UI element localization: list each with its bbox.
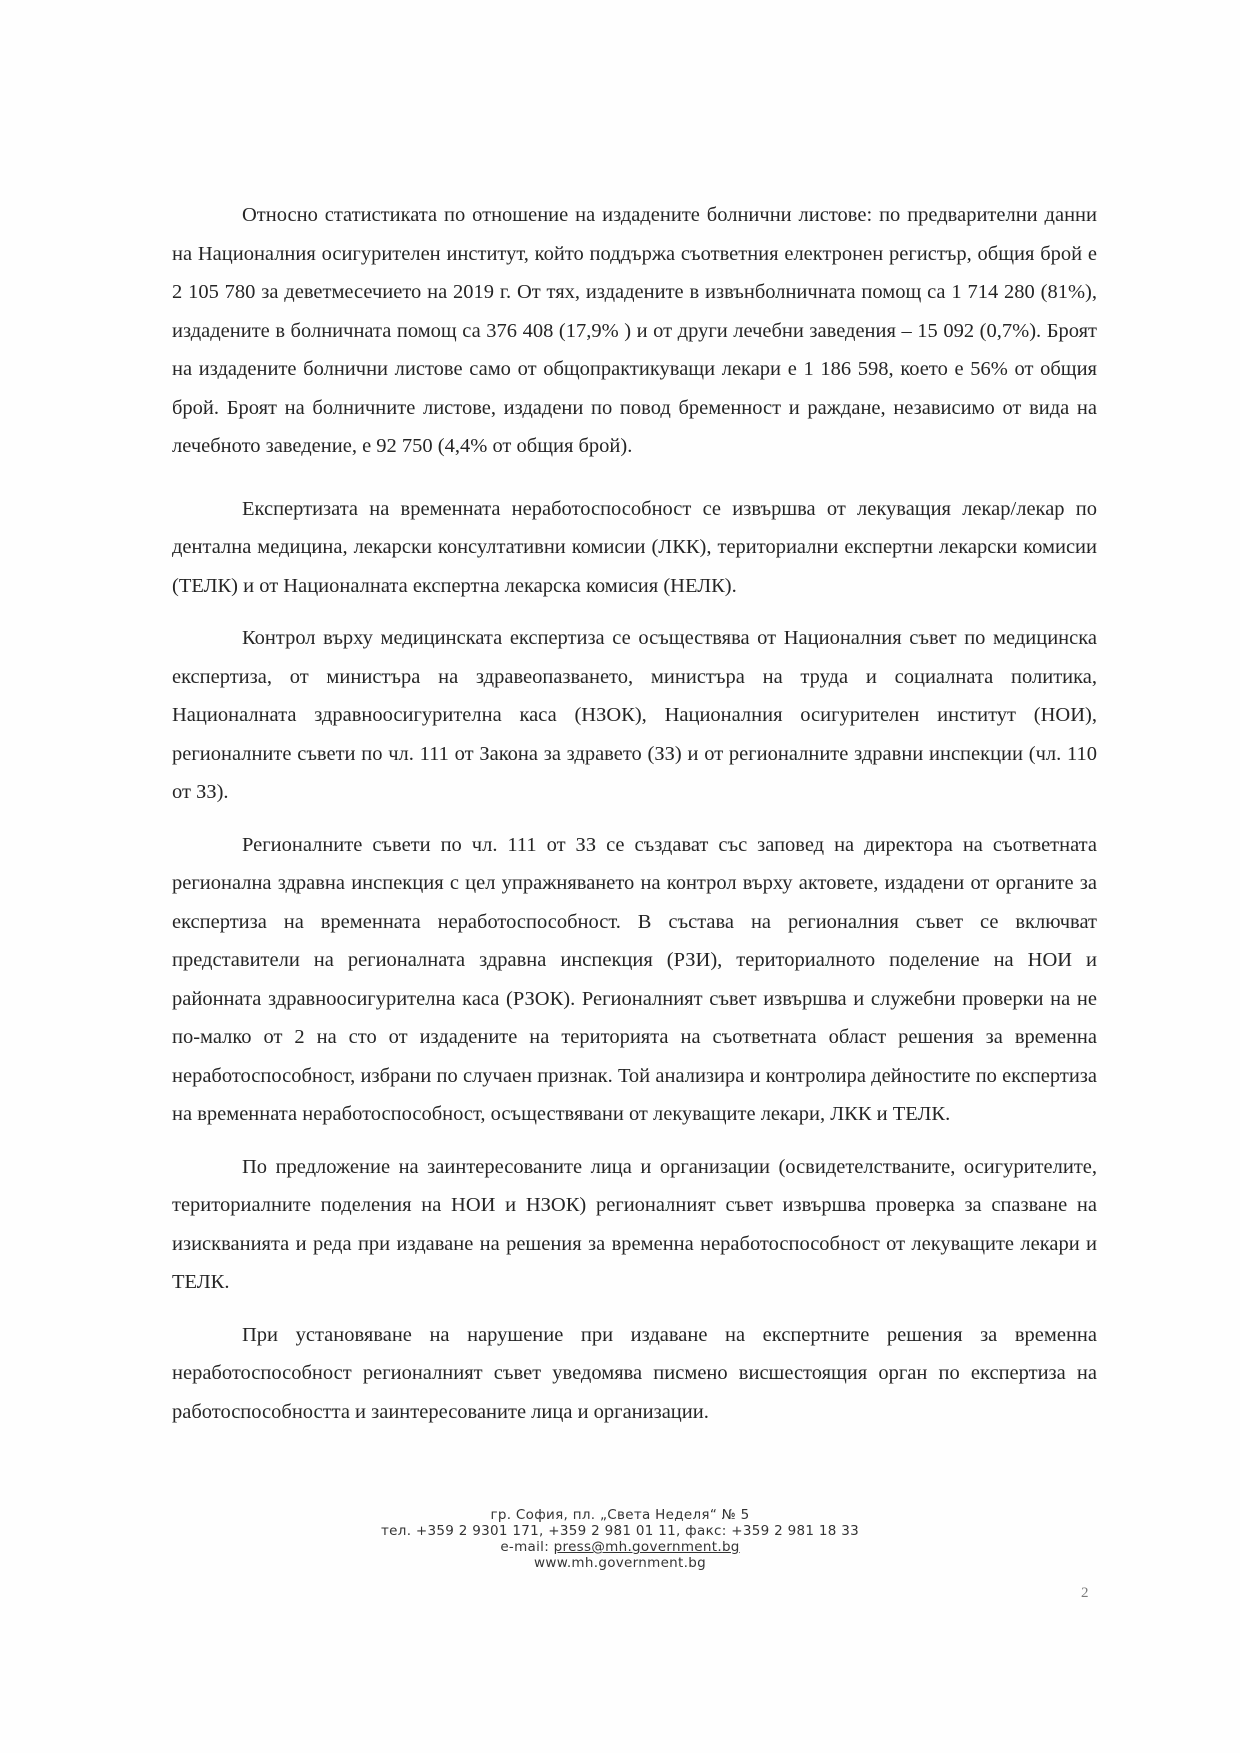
footer-email-link[interactable]: press@mh.government.bg: [553, 1539, 740, 1555]
paragraph-violation-notification: При установяване на нарушение при издаване на експертните решения за временна неработоспособност регионалният съвет уведомява писмено висшестоящия орган по експертиза на работоспособността и заинтересованите лица и организации.: [172, 1323, 1097, 1423]
paragraph-expertise-bodies: Експертизата на временната неработоспособност се извършва от лекуващия лекар/лекар по дентална медицина, лекарски консултативни комисии (ЛКК), териториални експертни лекарски комисии (ТЕЛК) и от Националната експертна лекарска комисия (НЕЛК).: [172, 497, 1097, 597]
footer-address: гр. София, пл. „Света Неделя“ № 5: [490, 1507, 750, 1523]
paragraph-control-bodies: Контрол върху медицинската експертиза се осъществява от Националния съвет по медицинска експертиза, от министъра на здравеопазването, министъра на труда и социалната политика, Националната здравноосигурителна каса (НЗОК), Националния осигурителен институт (НОИ), регионалните съвети по чл. 111 от Закона за здравето (ЗЗ) и от регионалните здравни инспекции (чл. 110 от ЗЗ).: [172, 627, 1097, 803]
paragraph-sick-leave-statistics: Относно статистиката по отношение на издадените болнични листове: по предварителни данни на Националния осигурителен институт, който поддържа съответния електронен регистър, общия брой е 2 105 780 за деветмесечието на 2019 г. От тях, издадените в извънболничната помощ са 1 714 280 (81%), издадените в болничната помощ са 376 408 (17,9% ) и от други лечебни заведения – 15 092 (0,7%). Броят на издадените болнични листове само от общопрактикуващи лекари е 1 186 598, което е 56% от общия брой. Броят на болничните листове, издадени по повод бременност и раждане, независимо от вида на лечебното заведение, е 92 750 (4,4% от общия брой).: [172, 204, 1097, 457]
document-body: [172, 196, 1097, 1431]
paragraph-regional-councils: Регионалните съвети по чл. 111 от ЗЗ се създават със заповед на директора на съответната регионална здравна инспекция с цел упражняването на контрол върху актовете, издадени от органите за експертиза на временната неработоспособност. В състава на регионалния съвет се включват представители на регионалната здравна инспекция (РЗИ), териториалното поделение на НОИ и районната здравноосигурителна каса (РЗОК). Регионалният съвет извършва и служебни проверки на не по-малко от 2 на сто от издадените на територията на съответната област решения за временна неработоспособност, избрани по случаен признак. Той анализира и контролира дейностите по експертиза на временната неработоспособност, осъществявани от лекуващите лекари, ЛКК и ТЕЛК.: [172, 833, 1097, 1125]
footer-email-label: e-mail:: [500, 1539, 554, 1555]
page-footer: [320, 1507, 920, 1571]
page-number: 2: [1081, 1585, 1089, 1601]
paragraph-inspection-requests: По предложение на заинтересованите лица и организации (освидетелстваните, осигурителите, териториалните поделения на НОИ и НЗОК) регионалният съвет извършва проверка за спазване на изискванията и реда при издаване на решения за временна неработоспособност от лекуващите лекари и ТЕЛК.: [172, 1155, 1097, 1293]
footer-website[interactable]: www.mh.government.bg: [534, 1555, 706, 1571]
footer-email: [320, 1539, 920, 1555]
footer-phones: тел. +359 2 9301 171, +359 2 981 01 11, факс: +359 2 981 18 33: [381, 1523, 859, 1539]
